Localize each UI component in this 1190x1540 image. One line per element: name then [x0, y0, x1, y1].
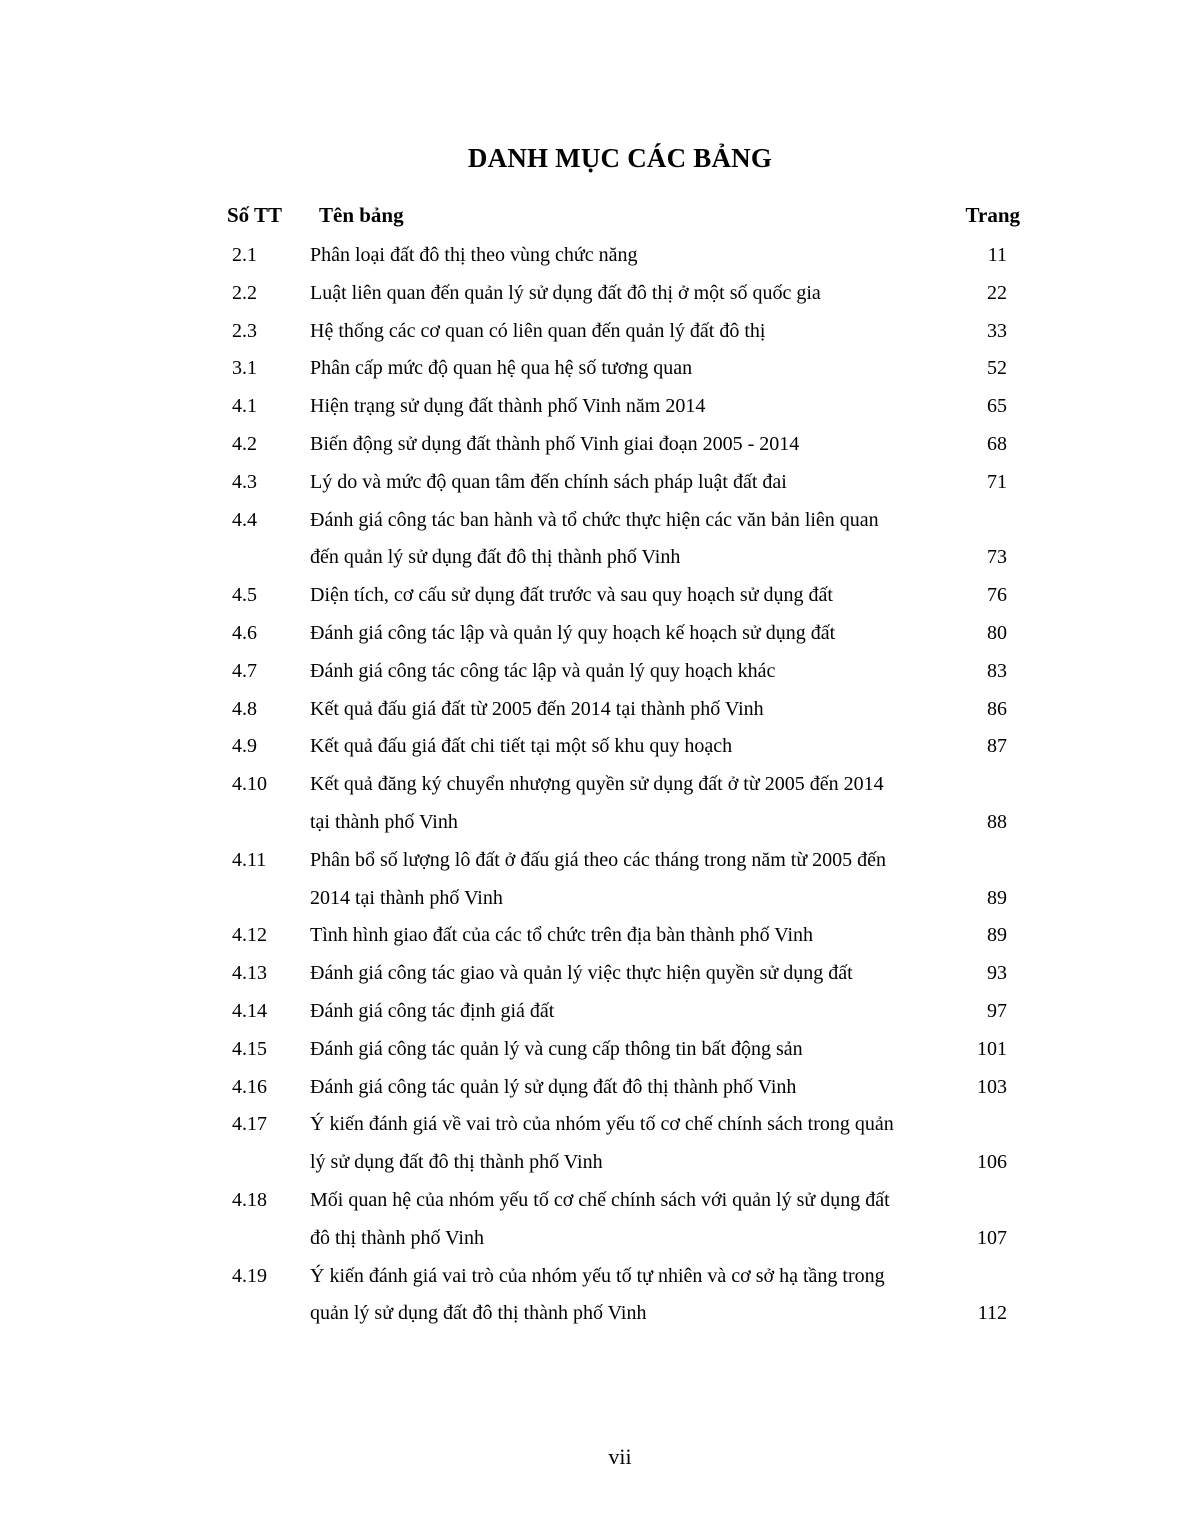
list-item	[0, 766, 1190, 842]
page-ref: 22	[987, 281, 1007, 304]
table-name: Diện tích, cơ cấu sử dụng đất trước và sau quy hoạch sử dụng đất	[310, 584, 833, 607]
list-item	[0, 691, 1190, 729]
page-ref: 68	[987, 432, 1007, 455]
table-name: Đánh giá công tác ban hành và tổ chức thực hiện các văn bản liên quan đến quản lý sử dụng đất đô thị thành phố Vinh	[310, 508, 879, 569]
page-ref: 73	[987, 546, 1007, 569]
table-list	[0, 237, 1190, 1333]
table-name: Mối quan hệ của nhóm yếu tố cơ chế chính sách với quản lý sử dụng đất đô thị thành phố Vinh	[310, 1188, 890, 1249]
list-item	[0, 1069, 1190, 1107]
page-title: DANH MỤC CÁC BẢNG	[467, 143, 773, 173]
page-ref: 76	[987, 584, 1007, 607]
table-name: Hiện trạng sử dụng đất thành phố Vinh năm 2014	[310, 395, 706, 418]
table-name: Đánh giá công tác công tác lập và quản lý quy hoạch khác	[310, 659, 776, 682]
table-number: 4.8	[232, 697, 257, 720]
table-number: 4.16	[232, 1075, 267, 1098]
table-number: 4.19	[232, 1264, 267, 1287]
table-number: 4.7	[232, 659, 257, 682]
table-number: 4.2	[232, 432, 257, 455]
table-name: Ý kiến đánh giá vai trò của nhóm yếu tố tự nhiên và cơ sở hạ tầng trong quản lý sử dụng đất đô thị thành phố Vinh	[310, 1264, 885, 1325]
table-name: Ý kiến đánh giá về vai trò của nhóm yếu tố cơ chế chính sách trong quản lý sử dụng đất đô thị thành phố Vinh	[310, 1113, 894, 1174]
table-name: Phân cấp mức độ quan hệ qua hệ số tương quan	[310, 357, 693, 380]
page-ref: 80	[987, 621, 1007, 644]
list-item	[0, 615, 1190, 653]
table-name: Đánh giá công tác quản lý sử dụng đất đô thị thành phố Vinh	[310, 1075, 797, 1098]
table-number: 4.10	[232, 773, 267, 796]
list-item	[0, 1031, 1190, 1069]
table-name: Tình hình giao đất của các tổ chức trên địa bàn thành phố Vinh	[310, 924, 814, 947]
page-ref: 106	[977, 1151, 1007, 1174]
table-name: Kết quả đăng ký chuyển nhượng quyền sử dụng đất ở từ 2005 đến 2014 tại thành phố Vinh	[310, 773, 884, 833]
page-ref: 89	[987, 924, 1007, 947]
list-item	[0, 350, 1190, 388]
table-number: 4.5	[232, 584, 257, 607]
page-ref: 11	[987, 244, 1007, 266]
page-ref: 71	[987, 470, 1007, 493]
table-name: Đánh giá công tác quản lý và cung cấp thông tin bất động sản	[310, 1037, 803, 1060]
table-number: 4.1	[232, 395, 257, 418]
list-item	[0, 955, 1190, 993]
list-item	[0, 237, 1190, 275]
page-ref: 87	[987, 735, 1007, 758]
table-name: Kết quả đấu giá đất từ 2005 đến 2014 tại thành phố Vinh	[310, 697, 764, 720]
header-page: Trang	[965, 203, 1020, 227]
table-number: 4.12	[232, 924, 267, 947]
list-item	[0, 1182, 1190, 1258]
page-ref: 86	[987, 697, 1007, 720]
table-header	[0, 203, 1190, 233]
list-item	[0, 577, 1190, 615]
table-name: Lý do và mức độ quan tâm đến chính sách pháp luật đất đai	[310, 470, 787, 493]
page-ref: 52	[987, 357, 1007, 380]
table-number: 4.11	[232, 848, 267, 871]
list-item	[0, 917, 1190, 955]
list-item	[0, 426, 1190, 464]
list-item	[0, 1106, 1190, 1182]
page-ref: 65	[987, 395, 1007, 418]
page-ref: 33	[987, 319, 1007, 342]
list-item	[0, 1258, 1190, 1334]
table-name: Đánh giá công tác định giá đất	[310, 999, 555, 1022]
list-item	[0, 275, 1190, 313]
page-ref: 112	[977, 1302, 1007, 1325]
table-number: 4.15	[232, 1037, 267, 1060]
table-name: Phân loại đất đô thị theo vùng chức năng	[310, 244, 638, 266]
table-number: 2.3	[232, 319, 257, 342]
header-number: Số TT	[227, 203, 283, 227]
table-name: Đánh giá công tác giao và quản lý việc thực hiện quyền sử dụng đất	[310, 962, 853, 985]
table-number: 2.1	[232, 244, 257, 266]
page-ref: 103	[977, 1075, 1007, 1098]
page-ref: 88	[987, 810, 1007, 833]
table-number: 4.9	[232, 735, 257, 758]
page-ref: 107	[977, 1226, 1007, 1249]
table-number: 4.18	[232, 1188, 267, 1211]
table-name: Kết quả đấu giá đất chi tiết tại một số khu quy hoạch	[310, 735, 733, 758]
page-number: vii	[608, 1444, 632, 1469]
page-ref: 93	[987, 962, 1007, 985]
list-item	[0, 464, 1190, 502]
list-item	[0, 653, 1190, 691]
list-item	[0, 842, 1190, 918]
table-number: 4.14	[232, 999, 267, 1022]
page-ref: 89	[987, 886, 1007, 909]
table-number: 3.1	[232, 357, 257, 380]
table-name: Phân bổ số lượng lô đất ở đấu giá theo các tháng trong năm từ 2005 đến 2014 tại thành phố Vinh	[310, 848, 887, 909]
table-name: Luật liên quan đến quản lý sử dụng đất đô thị ở một số quốc gia	[310, 281, 821, 304]
table-number: 4.4	[232, 508, 257, 531]
page-ref: 83	[987, 659, 1007, 682]
table-number: 2.2	[232, 281, 257, 304]
list-item	[0, 502, 1190, 578]
page-ref: 97	[987, 999, 1007, 1022]
table-number: 4.3	[232, 470, 257, 493]
page-ref: 101	[977, 1037, 1007, 1060]
list-item	[0, 993, 1190, 1031]
table-name: Biến động sử dụng đất thành phố Vinh giai đoạn 2005 - 2014	[310, 432, 800, 455]
header-table-name: Tên bảng	[319, 203, 404, 227]
table-name: Hệ thống các cơ quan có liên quan đến quản lý đất đô thị	[310, 319, 766, 342]
table-number: 4.6	[232, 621, 257, 644]
list-item	[0, 388, 1190, 426]
list-item	[0, 313, 1190, 351]
table-name: Đánh giá công tác lập và quản lý quy hoạch kế hoạch sử dụng đất	[310, 621, 836, 644]
table-number: 4.17	[232, 1113, 267, 1136]
list-item	[0, 728, 1190, 766]
table-number: 4.13	[232, 962, 267, 985]
